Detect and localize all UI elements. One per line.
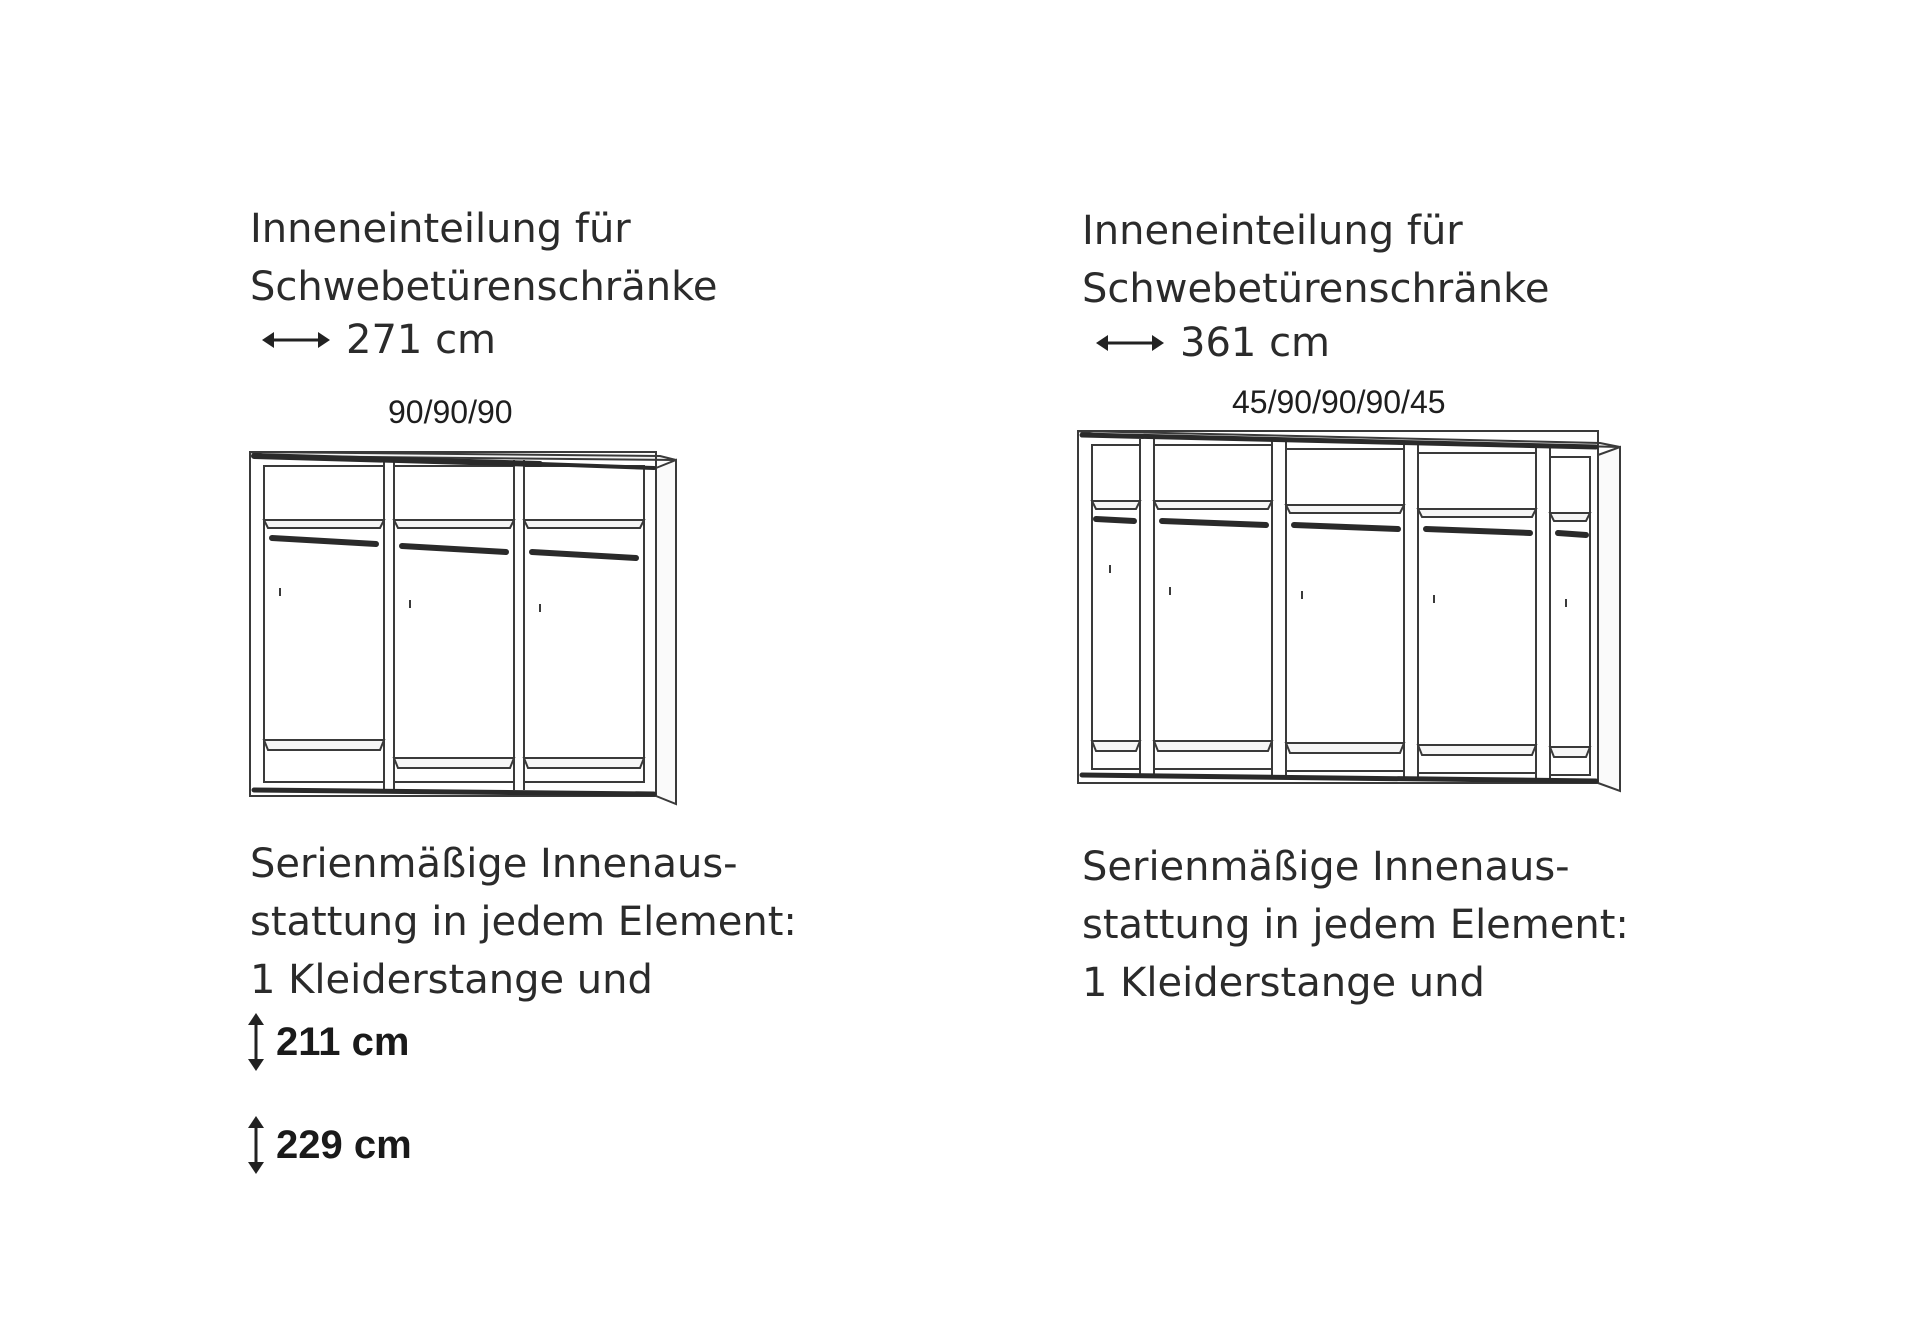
clothes-rail-1 (272, 538, 376, 544)
title-line-1: Inneneinteilung für (250, 206, 631, 252)
clothes-rail-3 (1294, 525, 1398, 529)
width-value: 361 cm (1180, 320, 1331, 366)
panel-title (250, 200, 717, 316)
carcass-side-right (656, 460, 676, 804)
width-value: 271 cm (346, 317, 497, 363)
section-widths-label: 45/90/90/90/45 (1232, 384, 1446, 420)
desc-line-2: stattung in jedem Element: (250, 899, 797, 945)
height-value: 229 cm (276, 1122, 412, 1167)
desc-line-2: stattung in jedem Element: (1082, 902, 1629, 948)
title-line-1: Inneneinteilung für (1082, 208, 1463, 254)
title-line-2: Schwebetürenschränke (250, 264, 718, 310)
clothes-rail-5 (1558, 533, 1586, 535)
panel-description (1082, 838, 1629, 1012)
width-arrow-icon (262, 328, 330, 352)
panel-title (1082, 202, 1549, 318)
width-arrow-icon (1096, 331, 1164, 355)
height-option-229 (246, 1116, 412, 1174)
desc-line-3: 1 Kleiderstange und (250, 957, 653, 1003)
width-indicator (262, 311, 496, 369)
bottom-rail (254, 790, 654, 794)
desc-line-1: Serienmäßige Innenaus- (1082, 844, 1570, 890)
panel-description (250, 835, 797, 1009)
carcass-front (1078, 431, 1598, 783)
wardrobe-panel-361 (840, 0, 1740, 1344)
height-value: 211 cm (276, 1019, 410, 1064)
clothes-rail-2 (1162, 521, 1266, 525)
clothes-rail-3 (532, 552, 636, 558)
clothes-rail-2 (402, 546, 506, 552)
desc-line-3: 1 Kleiderstange und (1082, 960, 1485, 1006)
carcass-side-right (1598, 447, 1620, 791)
clothes-rail-1 (1096, 519, 1134, 521)
wardrobe-panel-271 (0, 0, 900, 1344)
bottom-rail (1082, 775, 1596, 781)
height-arrow-icon (246, 1116, 266, 1174)
width-indicator (1096, 314, 1330, 372)
wardrobe-diagram-3-sections (240, 440, 700, 810)
title-line-2: Schwebetürenschränke (1082, 266, 1550, 312)
desc-line-1: Serienmäßige Innenaus- (250, 841, 738, 887)
height-option-211 (246, 1013, 409, 1071)
clothes-rail-4 (1426, 529, 1530, 533)
height-arrow-icon (246, 1013, 266, 1071)
section-widths-label: 90/90/90 (388, 394, 513, 430)
wardrobe-diagram-5-sections (1070, 415, 1630, 795)
